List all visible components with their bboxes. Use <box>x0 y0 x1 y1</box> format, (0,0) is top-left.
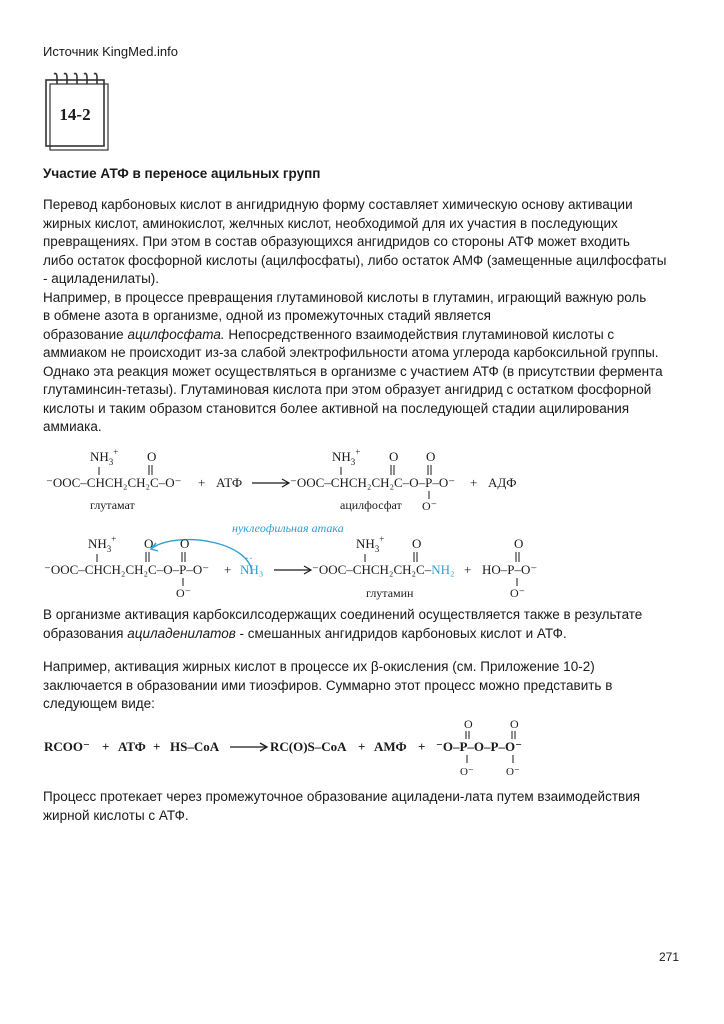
ammonia-dots: ·· <box>245 551 253 565</box>
plus-sign: + <box>418 739 426 754</box>
paragraph-3 <box>43 658 683 714</box>
nh3-group: $NH_3^+$ <box>356 534 385 554</box>
carbonyl-o: O <box>389 449 399 464</box>
text-line: заключается в образовании ими тиоэфиров. Суммарно этот процесс можно представить в <box>43 677 613 693</box>
plus-sign: + <box>464 562 472 577</box>
source-label: Источник KingMed.info <box>43 44 178 59</box>
phosphate-o-minus: O⁻ <box>460 766 474 778</box>
carbonyl-o: O <box>147 449 157 464</box>
plus-sign: + <box>153 739 161 754</box>
acyl-coa: RC(O)S–CoA <box>270 739 347 754</box>
hs-coa: HS–CoA <box>170 739 220 754</box>
nh3-group: $NH_3^+$ <box>88 534 117 554</box>
rcoo: RCOO⁻ <box>44 739 90 754</box>
pyrophosphate-formula: ⁻O–P–O–P–O⁻ <box>436 739 522 754</box>
acylphosphate-label: ацилфосфат <box>340 498 402 512</box>
plus-sign: + <box>102 739 110 754</box>
phosphoryl-o: O <box>464 718 473 731</box>
acylphosphate-formula: ⁻OOC–CHCH₂CH₂C–O–P–O⁻ <box>44 562 210 577</box>
text-line: Например, в процессе превращения глутаминовой кислоты в глутамин, играющий важную роль <box>43 289 647 305</box>
plus-sign: + <box>198 475 206 490</box>
paragraph-1 <box>43 196 683 437</box>
nh3-group: $NH_3^+$ <box>332 447 361 467</box>
text-fragment: Непосредственного взаимодействия глутаминовой кислоты с <box>224 326 615 342</box>
text-fragment: образование <box>43 326 128 342</box>
adp-label: АДФ <box>488 475 517 490</box>
notepad-badge-icon <box>42 72 114 152</box>
text-line: Перевод карбоновых кислот в ангидридную форму составляет химическую основу активации <box>43 197 633 212</box>
paragraph-2 <box>43 606 683 643</box>
phosphate-o-minus: O⁻ <box>422 499 437 513</box>
acylphosphate-formula: ⁻OOC–CHCH₂CH₂C–O–P–O⁻ <box>290 475 456 490</box>
ammonia: NH₃ <box>240 562 264 577</box>
text-line: либо остаток фосфорной кислоты (ацилфосфаты), либо остаток АМФ (замещенные ацилфосфаты <box>43 252 667 268</box>
page-number: 271 <box>658 950 679 964</box>
nh3-group: $NH_3^+$ <box>90 447 119 467</box>
carbonyl-o: O <box>412 536 422 551</box>
text-fragment: образования <box>43 625 128 641</box>
text-line: Процесс протекает через промежуточное образование ациладени-лата путем взаимодействия <box>43 789 641 804</box>
phosphoryl-o: O <box>180 536 190 551</box>
text-line: Однако эта реакция может осуществляться в организме с участием АТФ (в присутствии фермента <box>43 363 663 379</box>
reaction-scheme-1 <box>40 447 690 517</box>
phosphoryl-o: O <box>510 718 519 731</box>
text-line: аммиака. <box>43 419 102 434</box>
text-fragment: - смешанных ангидридов карбоновых кислот и АТФ. <box>235 625 567 641</box>
text-line: следующем виде: <box>43 696 155 711</box>
atp-label: АТФ <box>118 739 146 754</box>
reaction-scheme-3 <box>40 718 690 780</box>
plus-sign: + <box>358 739 366 754</box>
text-line: аммиаком не происходит из-за слабой электрофильности атома углерода карбоксильной группы. <box>43 345 659 360</box>
text-line: жирных кислот, аминокислот, желчных кислот, необходимой для их участия в последующих <box>43 215 618 231</box>
phosphate-o-minus: O⁻ <box>510 586 525 600</box>
glutamate-formula: ⁻OOC–CHCH₂CH₂C–O⁻ <box>46 475 182 490</box>
text-line <box>43 625 683 644</box>
plus-sign: + <box>470 475 478 490</box>
text-line: Например, активация жирных кислот в процессе их β-окисления (см. Приложение 10-2) <box>43 659 595 674</box>
phosphoryl-o: O <box>514 536 524 551</box>
plus-sign: + <box>224 562 232 577</box>
italic-term: ацилфосфата. <box>127 326 225 342</box>
phosphate-o-minus: O⁻ <box>506 766 520 778</box>
text-line: кислоты и таким образом становится более активной на последующей стадии ацилирования <box>43 400 630 416</box>
text-line: в обмене азота в организме, одной из промежуточных стадий является <box>43 308 491 323</box>
paragraph-4 <box>43 788 683 825</box>
amp-label: АМФ <box>374 739 407 754</box>
carbonyl-o: O <box>144 536 154 551</box>
text-line: - ациладенилаты). <box>43 271 160 286</box>
section-heading: Участие АТФ в переносе ацильных групп <box>43 166 321 181</box>
phosphate-o-minus: O⁻ <box>176 586 191 600</box>
badge-label: 14-2 <box>59 105 91 124</box>
glutamine-label: глутамин <box>366 586 414 600</box>
text-line: жирной кислоты с АТФ. <box>43 807 189 823</box>
phosphate-formula: HO–P–O⁻ <box>482 562 538 577</box>
attack-label: нуклеофильная атака <box>232 521 344 535</box>
glutamate-label: глутамат <box>90 498 135 512</box>
glutamine-formula: ⁻OOC–CHCH₂CH₂C–NH₂ <box>312 562 455 577</box>
reaction-scheme-2 <box>40 520 690 600</box>
text-line: В организме активация карбоксилсодержащих соединений осуществляется также в результате <box>43 607 643 622</box>
text-line <box>43 326 683 345</box>
phosphoryl-o: O <box>426 449 436 464</box>
atp-label: АТФ <box>216 475 243 490</box>
text-line: превращениях. При этом в состав образующихся ангидридов со стороны АТФ может входить <box>43 234 630 249</box>
text-line: глутаминсин-тетазы). Глутаминовая кислота при этом образует ангидрид с остатком фосфорной <box>43 382 652 397</box>
italic-term: ациладенилатов <box>127 625 236 641</box>
